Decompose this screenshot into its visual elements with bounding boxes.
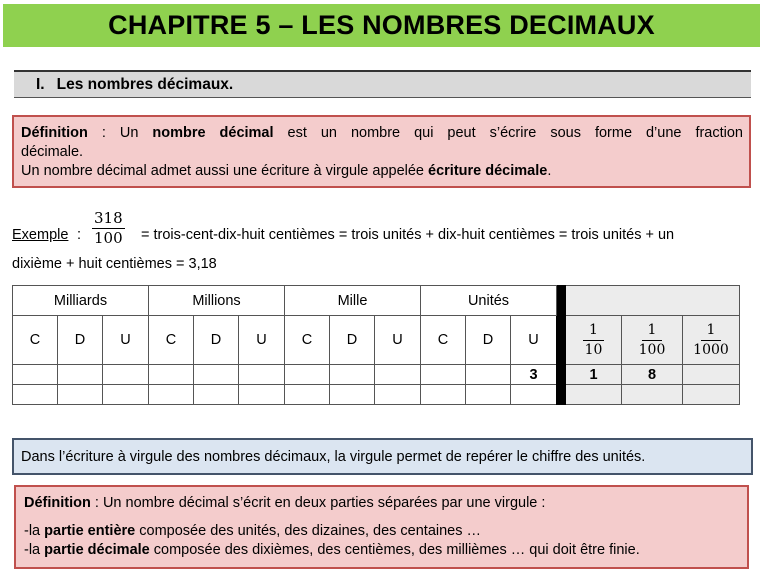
group-header-mille: Mille — [285, 286, 421, 316]
definition2-intro: Définition : Un nombre décimal s’écrit en deux parties séparées par une virgule : — [24, 495, 546, 511]
table-cell — [13, 365, 58, 385]
table-cell — [375, 385, 421, 405]
units-value: 3 — [511, 365, 557, 385]
example-label: Exemple — [12, 227, 69, 243]
section-number: I. — [36, 75, 45, 93]
digit-header: U — [511, 316, 557, 365]
table-row — [13, 365, 740, 385]
group-header-millions: Millions — [149, 286, 285, 316]
digit-header: D — [466, 316, 511, 365]
definition1-line2: décimale. — [21, 144, 84, 160]
decimal-separator-bar — [557, 286, 566, 405]
decimal-header-hundredths: $\frac{1}{100}$ — [622, 316, 683, 365]
table-cell — [375, 365, 421, 385]
definition2-item1: -la partie entière composée des unités, des dizaines, des centaines … — [24, 523, 482, 539]
decimal-header-blank — [566, 286, 740, 316]
definition1-label: Définition — [21, 125, 88, 141]
tenths-value: 1 — [566, 365, 622, 385]
note-text: Dans l’écriture à virgule des nombres décimaux, la virgule permet de repérer le chiffre des unités. — [21, 448, 646, 465]
fraction-numerator: 318 — [94, 209, 123, 227]
table-cell — [103, 385, 149, 405]
digit-header: C — [285, 316, 330, 365]
example-fraction — [92, 209, 125, 248]
definition1-term2: écriture décimale — [428, 163, 548, 179]
table-cell — [194, 385, 239, 405]
group-header-milliards: Milliards — [13, 286, 149, 316]
decimal-header-thousandths: $\frac{1}{1000}$ — [683, 316, 740, 365]
example-equation: = trois-cent-dix-huit centièmes = trois unités + dix-huit centièmes = trois unités + un — [141, 227, 675, 243]
digit-header: U — [239, 316, 285, 365]
fraction-denominator: 100 — [94, 229, 123, 247]
decimal-part-term: partie décimale — [44, 542, 150, 558]
table-cell — [330, 365, 375, 385]
definition2-item2: -la partie décimale composée des dixièmes, des centièmes, des millièmes … qui doit être finie. — [24, 542, 640, 558]
place-value-table — [12, 285, 740, 405]
group-header-unites: Unités — [421, 286, 557, 316]
digit-header: D — [194, 316, 239, 365]
definition-box-2 — [14, 485, 749, 569]
definition2-label: Définition — [24, 495, 91, 511]
table-cell — [194, 365, 239, 385]
table-cell — [285, 365, 330, 385]
chapter-title-bar — [3, 4, 760, 47]
table-cell — [421, 365, 466, 385]
table-cell — [285, 385, 330, 405]
table-cell — [149, 385, 194, 405]
definition-box-1 — [12, 115, 751, 188]
integer-part-term: partie entière — [44, 523, 136, 539]
section-heading — [14, 70, 751, 98]
digit-header: C — [421, 316, 466, 365]
table-cell — [466, 385, 511, 405]
table-cell — [239, 385, 285, 405]
digit-header: U — [375, 316, 421, 365]
hundredths-value: 8 — [622, 365, 683, 385]
table-row — [13, 385, 740, 405]
table-row — [13, 286, 740, 316]
digit-header: C — [149, 316, 194, 365]
definition1-term: nombre décimal — [152, 125, 274, 141]
decimal-header-tenths: $\frac{1}{10}$ — [566, 316, 622, 365]
chapter-title: CHAPITRE 5 – LES NOMBRES DECIMAUX — [108, 10, 655, 40]
table-cell — [330, 385, 375, 405]
example-line2: dixième + huit centièmes = 3,18 — [12, 256, 217, 272]
table-cell — [566, 385, 622, 405]
example-line1: Exemple : $\frac{318}{100}$ = trois-cent-dix-huit centièmes = trois unités + dix-huit centièmes = trois unités + un — [12, 209, 675, 247]
section-title: Les nombres décimaux. — [56, 75, 234, 93]
table-cell — [149, 365, 194, 385]
table-cell — [466, 365, 511, 385]
note-box — [12, 438, 753, 475]
table-cell — [683, 385, 740, 405]
digit-header: D — [330, 316, 375, 365]
table-cell — [58, 385, 103, 405]
table-cell — [13, 385, 58, 405]
digit-header: U — [103, 316, 149, 365]
table-cell — [103, 365, 149, 385]
definition1-line3: Un nombre décimal admet aussi une écriture à virgule appelée écriture décimale. — [21, 163, 552, 179]
table-row — [13, 316, 740, 365]
table-cell — [683, 365, 740, 385]
table-cell — [239, 365, 285, 385]
table-cell — [58, 365, 103, 385]
digit-header: D — [58, 316, 103, 365]
definition1-line1: Définition : Un nombre décimal est un nombre qui peut s’écrire sous forme d’une fraction — [21, 125, 743, 141]
table-cell — [511, 385, 557, 405]
digit-header: C — [13, 316, 58, 365]
table-cell — [421, 385, 466, 405]
table-cell — [622, 385, 683, 405]
